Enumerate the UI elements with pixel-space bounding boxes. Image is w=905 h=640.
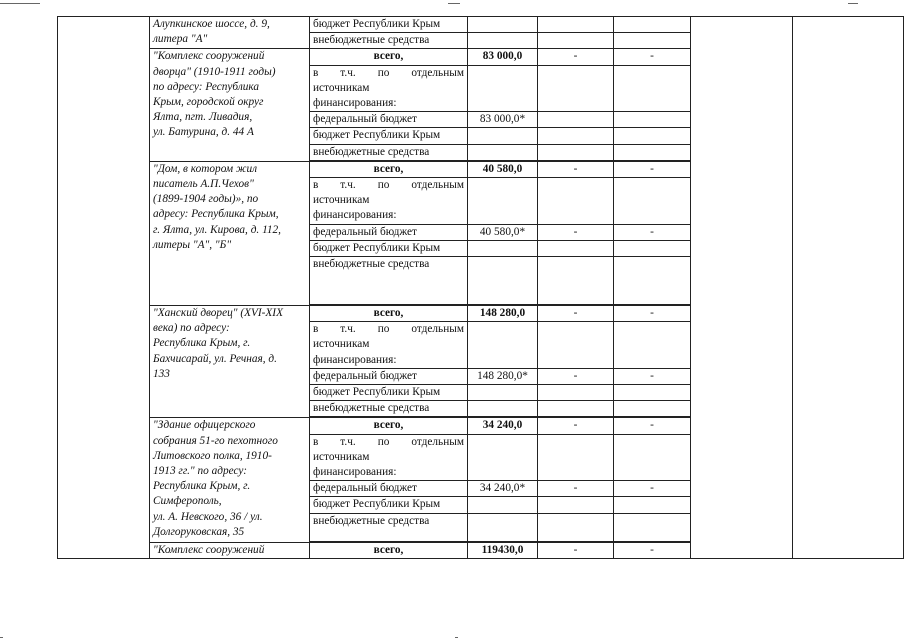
total-amount: 40 580,0: [468, 161, 538, 177]
source-label: бюджет Республики Крым: [310, 17, 468, 33]
year2-cell: [538, 144, 614, 160]
year2-cell: [538, 401, 614, 417]
year2-cell: [538, 385, 614, 401]
year2-cell: [538, 322, 614, 369]
amount-cell: [468, 513, 538, 541]
year3-cell: [614, 33, 691, 49]
year3-cell: [614, 240, 691, 256]
amount-cell: [468, 434, 538, 481]
year3-value: -: [614, 224, 691, 240]
extrabudget-label: внебюджетные средства: [310, 401, 468, 417]
amount-cell: [468, 33, 538, 49]
executor-column-cell: [793, 17, 904, 559]
year2-cell: [538, 128, 614, 144]
amount-cell: [468, 257, 538, 305]
federal-budget-label: федеральный бюджет: [310, 481, 468, 497]
year2-cell: [538, 497, 614, 513]
year2-cell: [538, 434, 614, 481]
year2-cell: [538, 178, 614, 225]
year3-cell: [614, 434, 691, 481]
year3-value: [614, 112, 691, 128]
year2-value: -: [538, 306, 614, 322]
source-label: внебюджетные средства: [310, 33, 468, 49]
federal-amount: 148 280,0*: [468, 368, 538, 384]
scan-artifact-line: [848, 3, 858, 4]
total-label: всего,: [310, 49, 468, 65]
year3-value: -: [614, 368, 691, 384]
year2-value: [538, 112, 614, 128]
year3-value: -: [614, 542, 691, 558]
federal-amount: 40 580,0*: [468, 224, 538, 240]
amount-cell: [468, 17, 538, 33]
total-label: всего,: [310, 542, 468, 558]
table-row: [58, 17, 904, 33]
year3-cell: [614, 322, 691, 369]
year3-cell: [614, 401, 691, 417]
year2-value: -: [538, 481, 614, 497]
year2-cell: [538, 17, 614, 33]
total-label: всего,: [310, 418, 468, 434]
amount-cell: [468, 144, 538, 160]
crimea-budget-label: бюджет Республики Крым: [310, 497, 468, 513]
year3-cell: [614, 17, 691, 33]
year2-value: -: [538, 224, 614, 240]
amount-cell: [468, 497, 538, 513]
year2-cell: [538, 240, 614, 256]
notes-column-cell: [691, 17, 793, 559]
amount-cell: [468, 65, 538, 112]
year3-cell: [614, 257, 691, 305]
federal-budget-label: федеральный бюджет: [310, 368, 468, 384]
total-label: всего,: [310, 161, 468, 177]
amount-cell: [468, 385, 538, 401]
year3-cell: [614, 128, 691, 144]
total-amount: 119430,0: [468, 542, 538, 558]
year3-cell: [614, 497, 691, 513]
object-cell: "Комплекс сооружений дворца" (1910-1911 годы) по адресу: Республика Крым, городской округ Ялта, пгт. Ливадия, ул. Батурина, д. 44 А: [150, 49, 310, 161]
year2-cell: [538, 65, 614, 112]
amount-cell: [468, 128, 538, 144]
amount-cell: [468, 322, 538, 369]
federal-budget-label: федеральный бюджет: [310, 224, 468, 240]
amount-cell: [468, 240, 538, 256]
scan-artifact-line: [455, 637, 458, 638]
number-column-cell: [58, 17, 150, 559]
separate-sources-label: в т.ч. по отдельным источникам финансирования:: [310, 434, 468, 481]
year3-value: -: [614, 161, 691, 177]
year3-cell: [614, 385, 691, 401]
total-label: всего,: [310, 306, 468, 322]
year3-cell: [614, 65, 691, 112]
year2-cell: [538, 513, 614, 541]
extrabudget-label: внебюджетные средства: [310, 144, 468, 160]
total-amount: 148 280,0: [468, 306, 538, 322]
object-cell: Алупкинское шоссе, д. 9, литера "А": [150, 17, 310, 49]
amount-cell: [468, 178, 538, 225]
year3-value: -: [614, 49, 691, 65]
year3-cell: [614, 178, 691, 225]
year2-value: -: [538, 368, 614, 384]
separate-sources-label: в т.ч. по отдельным источникам финансирования:: [310, 65, 468, 112]
year2-value: -: [538, 161, 614, 177]
amount-cell: [468, 401, 538, 417]
separate-sources-label: в т.ч. по отдельным источникам финансирования:: [310, 322, 468, 369]
object-cell: "Комплекс сооружений: [150, 542, 310, 558]
scan-artifact-line: [448, 3, 460, 4]
funding-table: [57, 16, 904, 559]
extrabudget-label: внебюджетные средства: [310, 257, 468, 305]
total-amount: 83 000,0: [468, 49, 538, 65]
year3-cell: [614, 513, 691, 541]
object-cell: "Ханский дворец" (XVI-XIX века) по адресу: Республика Крым, г. Бахчисарай, ул. Речная, д. 133: [150, 306, 310, 418]
scan-artifact-line: [0, 3, 40, 4]
year2-value: -: [538, 49, 614, 65]
year3-value: -: [614, 418, 691, 434]
object-cell: "Здание офицерского собрания 51-го пехотного Литовского полка, 1910- 1913 гг." по адресу: Республика Крым, г. Симферополь, ул. А. Невского, 36 / ул. Долгоруковская, 35: [150, 418, 310, 542]
federal-amount: 34 240,0*: [468, 481, 538, 497]
scan-artifact-line: [0, 637, 3, 638]
year2-cell: [538, 257, 614, 305]
year2-value: -: [538, 542, 614, 558]
separate-sources-label: в т.ч. по отдельным источникам финансирования:: [310, 178, 468, 225]
crimea-budget-label: бюджет Республики Крым: [310, 385, 468, 401]
year2-cell: [538, 33, 614, 49]
year2-value: -: [538, 418, 614, 434]
extrabudget-label: внебюджетные средства: [310, 513, 468, 541]
federal-amount: 83 000,0*: [468, 112, 538, 128]
crimea-budget-label: бюджет Республики Крым: [310, 240, 468, 256]
year3-cell: [614, 144, 691, 160]
object-cell: "Дом, в котором жил писатель А.П.Чехов" (1899-1904 годы)», по адресу: Республика Крым, г. Ялта, ул. Кирова, д. 112, литеры "А", "Б": [150, 161, 310, 305]
year3-value: -: [614, 481, 691, 497]
total-amount: 34 240,0: [468, 418, 538, 434]
crimea-budget-label: бюджет Республики Крым: [310, 128, 468, 144]
year3-value: -: [614, 306, 691, 322]
federal-budget-label: федеральный бюджет: [310, 112, 468, 128]
